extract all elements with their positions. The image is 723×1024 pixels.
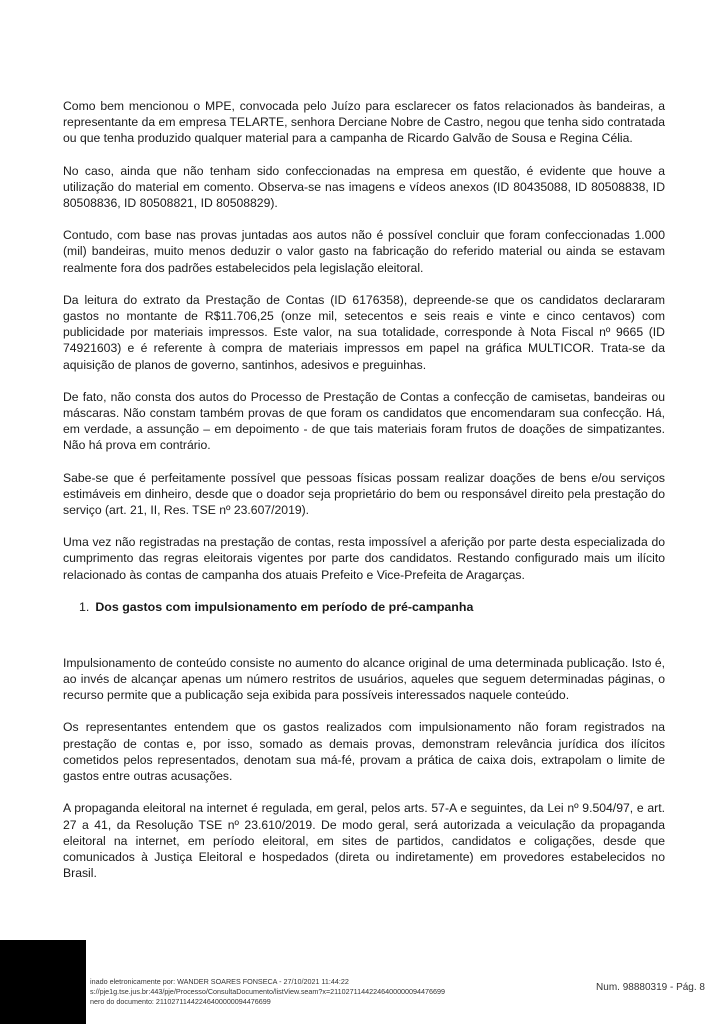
paragraph-9: Os representantes entendem que os gastos realizados com impulsionamento não foram registrados na prestação de contas e, por isso, somado as demais provas, demonstram relevância jurídica dos ilícitos cometidos pelos representados, denotam sua má-fé, provam a prática de caixa dois, extrapolam o limite de gastos entre outras acusações. — [63, 720, 665, 784]
paragraph-5: De fato, não consta dos autos do Processo de Prestação de Contas a confecção de camisetas, bandeiras ou máscaras. Não constam também provas de que foram os candidatos que encomendaram sua confecção. Há, em verdade, a assunção – em depoimento - de que tais materiais foram frutos de doações de simpatizantes. Não há prova em contrário. — [63, 389, 665, 453]
section-title: Dos gastos com impulsionamento em período de pré-campanha — [95, 599, 474, 614]
document-body — [63, 98, 665, 897]
paragraph-2: No caso, ainda que não tenham sido confeccionadas na empresa em questão, é evidente que houve a utilização do material em comento. Observa-se nas imagens e vídeos anexos (ID 80435088, ID 80508838, ID 80508836, ID 80508821, ID 80508829). — [63, 163, 665, 211]
paragraph-6: Sabe-se que é perfeitamente possível que pessoas físicas possam realizar doações de bens e/ou serviços estimáveis em dinheiro, desde que o doador seja proprietário do bem ou responsável direito pela prestação do serviço (art. 21, II, Res. TSE nº 23.607/2019). — [63, 470, 665, 518]
page-number: Num. 98880319 - Pág. 8 — [596, 982, 705, 993]
paragraph-1: Como bem mencionou o MPE, convocada pelo Juízo para esclarecer os fatos relacionados às bandeiras, a representante da em empresa TELARTE, senhora Derciane Nobre de Castro, negou que tenha sido contratada ou que tenha produzido qualquer material para a campanha de Ricardo Galvão de Sousa e Regina Célia. — [63, 99, 665, 146]
redaction-block — [0, 940, 86, 1024]
footer-url[interactable]: s://pje1g.tse.jus.br:443/pje/Processo/ConsultaDocumento/listView.seam?x=21102711442246400000094476699 — [90, 986, 446, 996]
paragraph-7: Uma vez não registradas na prestação de contas, resta impossível a aferição por parte desta especializada do cumprimento das regras eleitorais vigentes por parte dos candidatos. Restando configurado mais um ilícito relacionado às contas de campanha dos atuais Prefeito e Vice-Prefeita de Aragarças. — [63, 535, 665, 582]
paragraph-10: A propaganda eleitoral na internet é regulada, em geral, pelos arts. 57-A e seguintes, da Lei nº 9.504/97, e art. 27 a 41, da Resolução TSE nº 23.610/2019. De modo geral, será autorizada a veiculação da propaganda eleitoral na internet, em período eleitoral, em sites de partidos, candidatos e coligações, desde que comunicados à Justiça Eleitoral e hospedados (direta ou indiretamente) em provedores estabelecidos no Brasil. — [63, 801, 665, 881]
signature-footer — [90, 977, 445, 1006]
footer-document-number: nero do documento: 21102711442246400000094476699 — [90, 996, 271, 1006]
section-number: 1. — [79, 599, 90, 614]
paragraph-4: Da leitura do extrato da Prestação de Contas (ID 6176358), depreende-se que os candidatos declararam gastos no montante de R$11.706,25 (onze mil, setecentos e seis reais e vinte e cinco centavos) com publicidade por materiais impressos. Este valor, na sua totalidade, corresponde à Nota Fiscal nº 9665 (ID 74921603) e é referente à compra de materiais impressos em papel na gráfica MULTICOR. Trata-se da aquisição de planos de governo, santinhos, adesivos e preguinhas. — [63, 292, 665, 372]
paragraph-3: Contudo, com base nas provas juntadas aos autos não é possível concluir que foram confeccionadas 1.000 (mil) bandeiras, muito menos deduzir o valor gasto na fabricação do referido material ou ainda se estavam realmente fora dos padrões estabelecidos pela legislação eleitoral. — [63, 228, 665, 275]
paragraph-8: Impulsionamento de conteúdo consiste no aumento do alcance original de uma determinada publicação. Isto é, ao invés de alcançar apenas um número restritos de usuários, aqueles que seguem determinadas páginas, o recurso permite que a publicação seja exibida para possíveis interessados naquele conteúdo. — [63, 655, 665, 703]
footer-signed-by: inado eletronicamente por: WANDER SOARES FONSECA - 27/10/2021 11:44:22 — [90, 977, 349, 986]
section-heading — [79, 599, 665, 615]
